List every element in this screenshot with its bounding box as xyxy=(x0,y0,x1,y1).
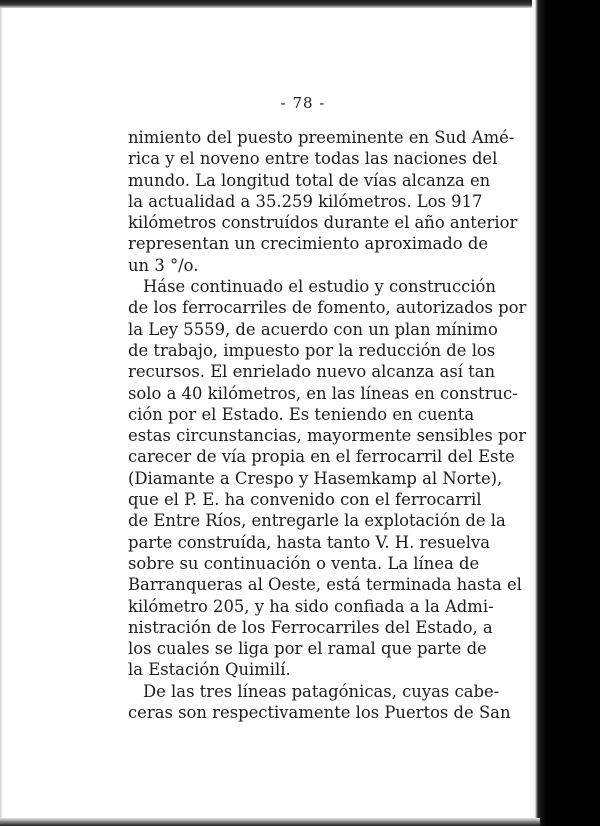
text-line: los cuales se liga por el ramal que parte de xyxy=(128,639,487,659)
text-line: Háse continuado el estudio y construcción xyxy=(143,277,496,297)
text-line: sobre su continuación o venta. La línea de xyxy=(128,553,480,573)
page-number: - 78 - xyxy=(280,94,326,112)
scan-bottom-border xyxy=(0,818,540,826)
scan-left-edge xyxy=(0,8,3,820)
paragraph-patagonian-lines xyxy=(128,681,511,724)
text-line: estas circunstancias, mayormente sensibles por xyxy=(128,426,527,446)
text-line: la actualidad a 35.259 kilómetros. Los 917 xyxy=(128,191,483,211)
text-line: un 3 °/o. xyxy=(128,255,199,275)
scan-top-border xyxy=(0,0,600,8)
text-line: ceras son respectivamente los Puertos de San xyxy=(128,703,511,723)
text-line: kilómetros construídos durante el año anterior xyxy=(128,213,518,233)
paragraph-railway-length xyxy=(128,127,518,276)
text-line: De las tres líneas patagónicas, cuyas cabe- xyxy=(143,681,500,701)
text-line: kilómetro 205, y ha sido confiada a la Admi- xyxy=(128,596,494,616)
text-line: parte construída, hasta tanto V. H. resuelva xyxy=(128,532,490,552)
text-line: recursos. El enrielado nuevo alcanza así tan xyxy=(128,362,496,382)
text-line: Barranqueras al Oeste, está terminada hasta el xyxy=(128,575,522,595)
text-line: solo a 40 kilómetros, en las líneas en construc- xyxy=(128,383,518,403)
text-line: de Entre Ríos, entregarle la explotación de la xyxy=(128,511,506,531)
book-page xyxy=(128,92,527,723)
text-line: la Estación Quimilí. xyxy=(128,660,291,680)
text-line: representan un crecimiento aproximado de xyxy=(128,234,489,254)
text-line: ción por el Estado. Es teniendo en cuenta xyxy=(128,404,475,424)
text-line: de trabajo, impuesto por la reducción de los xyxy=(128,340,496,360)
paragraph-railway-construction xyxy=(128,276,527,681)
text-line: carecer de vía propia en el ferrocarril del Este xyxy=(128,447,515,467)
text-line: nistración de los Ferrocarriles del Estado, a xyxy=(128,617,493,637)
text-line: la Ley 5559, de acuerdo con un plan mínimo xyxy=(128,319,498,339)
text-line: mundo. La longitud total de vías alcanza en xyxy=(128,170,491,190)
text-line: de los ferrocarriles de fomento, autorizados por xyxy=(128,298,527,318)
scan-binding-edge xyxy=(532,0,600,826)
text-line: (Diamante a Crespo y Hasemkamp al Norte), xyxy=(128,468,503,488)
text-line: nimiento del puesto preeminente en Sud Amé- xyxy=(128,128,515,147)
text-line: que el P. E. ha convenido con el ferrocarril xyxy=(128,490,482,510)
text-line: rica y el noveno entre todas las naciones del xyxy=(128,149,498,169)
